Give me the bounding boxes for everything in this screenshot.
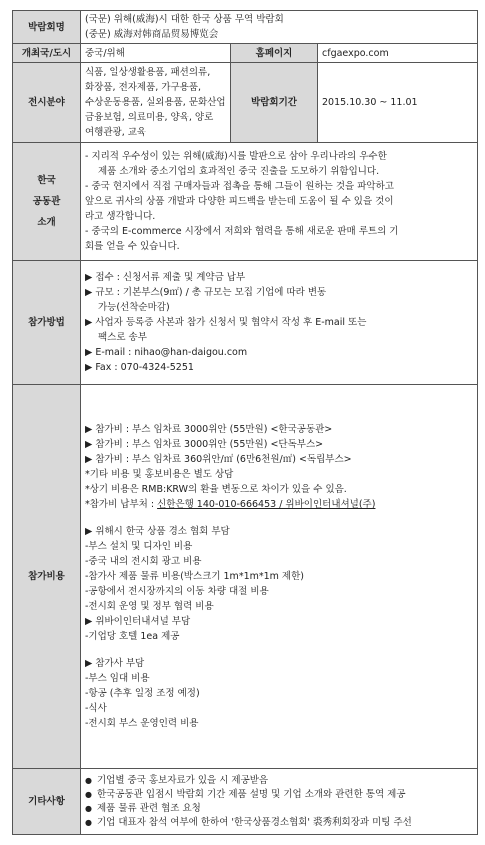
row-exhibit-field	[13, 63, 478, 143]
row-host-city	[13, 44, 478, 63]
expo-name-value	[81, 11, 478, 44]
pavilion-intro-label-line: 소개	[37, 217, 56, 228]
fee-line: ▶ 참가비 : 부스 임차료 360위안/㎡ (6만6천원/㎡) <독립부스>	[85, 454, 352, 465]
fees-value	[81, 385, 478, 769]
fee-account-value: 신한은행 140-010-666453 / 위바이인터내셔널(주)	[157, 499, 376, 510]
fee-line: ▶ 위바이인터내셔널 부담	[85, 616, 191, 627]
fee-line: *기타 비용 및 홍보비용은 별도 상담	[85, 469, 234, 480]
fee-line: -중국 내의 전시회 광고 비용	[85, 556, 202, 567]
expo-name-chinese: (중문) 威海对韩商品贸易博览会	[85, 29, 219, 40]
fee-line: -부스 설치 및 디자인 비용	[85, 541, 193, 552]
expo-period-value: 2015.10.30 ~ 11.01	[318, 63, 478, 143]
fee-line: ▶ 참가사 부담	[85, 658, 145, 669]
fee-line: ▶ 참가비 : 부스 임차료 3000위안 (55만원) <단독부스>	[85, 439, 324, 450]
homepage-value: cfgaexpo.com	[318, 44, 478, 63]
pavilion-intro-label-line: 한국	[37, 175, 56, 186]
fee-line: -식사	[85, 703, 107, 714]
other-value	[81, 769, 478, 835]
exhibit-field-line: 화장품, 전자제품, 가구용품,	[85, 82, 202, 93]
exhibit-field-line: 여행관광, 교육	[85, 127, 147, 138]
expo-name-label: 박람회명	[13, 11, 81, 44]
participation-label: 참가방법	[13, 261, 81, 385]
other-label: 기타사항	[13, 769, 81, 835]
other-item: ● 제품 물류 관련 협조 요청	[85, 802, 473, 816]
other-item: ● 기업별 중국 홍보자료가 있을 시 제공받음	[85, 774, 473, 788]
participation-line: ▶ 접수 : 신청서류 제출 및 계약금 납부	[85, 272, 246, 283]
exhibit-field-label: 전시분야	[13, 63, 81, 143]
participation-fax: ▶ Fax : 070-4324-5251	[85, 362, 194, 373]
host-city-label: 개최국/도시	[13, 44, 81, 63]
participation-line: ▶ 규모 : 기본부스(9㎡) / 총 규모는 모집 기업에 따라 변동	[85, 287, 327, 298]
exhibit-field-line: 식품, 일상생활용품, 패션의류,	[85, 67, 211, 78]
pavilion-intro-value	[81, 143, 478, 261]
other-item: ● 기업 대표자 참석 여부에 한하여 '한국상품경소협회' 裘秀利회장과 미팅 주선	[85, 816, 473, 830]
pavilion-intro-label-line: 공동관	[32, 196, 61, 207]
fee-line: -기업당 호텔 1ea 제공	[85, 631, 180, 642]
row-other	[13, 769, 478, 835]
fee-line: -부스 임대 비용	[85, 673, 150, 684]
fee-account-line	[85, 497, 473, 512]
fees-label: 참가비용	[13, 385, 81, 769]
participation-line: ▶ 사업자 등록증 사본과 참가 신청서 및 협약서 작성 후 E-mail 또는	[85, 317, 367, 328]
fee-line: -전시회 부스 운영인력 비용	[85, 718, 199, 729]
row-fees	[13, 385, 478, 769]
fee-line: ▶ 참가비 : 부스 임차료 3000위안 (55만원) <한국공동관>	[85, 424, 333, 435]
row-pavilion-intro	[13, 143, 478, 261]
homepage-label: 홈페이지	[231, 44, 318, 63]
row-expo-name	[13, 11, 478, 44]
intro-line: 회를 얻을 수 있습니다.	[85, 241, 180, 252]
intro-line: 앞으로 귀사의 상품 개발과 다양한 피드백을 받는데 도움이 될 수 있을 것이	[85, 196, 394, 207]
exhibit-field-line: 수상운동용품, 실외용품, 문화산업	[85, 97, 226, 108]
expo-name-korean: (국문) 위해(威海)시 대한 한국 상품 무역 박람회	[85, 14, 284, 25]
fee-account-prefix: *참가비 납부처 :	[85, 499, 158, 510]
expo-period-label: 박람회기간	[231, 63, 318, 143]
participation-line: 가능(선착순마감)	[98, 302, 170, 313]
spacer	[85, 644, 473, 656]
fee-line: -참가사 제품 물류 비용(박스크기 1m*1m*1m 제한)	[85, 571, 304, 582]
intro-line: - 중국 현지에서 직접 구매자들과 접촉을 통해 그들이 원하는 것을 파악하고	[85, 181, 394, 192]
fee-line: -공항에서 전시장까지의 이동 차량 대절 비용	[85, 586, 269, 597]
intro-line: - 중국의 E-commerce 시장에서 저희와 협력을 통해 새로운 판매 루트의 기	[85, 226, 399, 237]
fee-line: -항공 (추후 일정 조정 예정)	[85, 688, 200, 699]
exhibit-field-line: 금융보험, 의료미용, 양육, 양로	[85, 112, 214, 123]
participation-line: 팩스로 송부	[98, 332, 147, 343]
row-participation	[13, 261, 478, 385]
host-city-value: 중국/위해	[81, 44, 231, 63]
participation-value	[81, 261, 478, 385]
spacer	[85, 512, 473, 524]
fee-line: -전시회 운영 및 정부 협력 비용	[85, 601, 214, 612]
participation-email[interactable]: ▶ E-mail : nihao@han-daigou.com	[85, 347, 248, 358]
intro-line: - 지리적 우수성이 있는 위해(威海)시를 발판으로 삼아 우리나라의 우수한	[85, 151, 387, 162]
expo-info-table	[12, 10, 478, 835]
pavilion-intro-label	[13, 143, 81, 261]
exhibit-field-value	[81, 63, 231, 143]
fee-line: *상기 비용은 RMB:KRW의 환율 변동으로 차이가 있을 수 있음.	[85, 484, 347, 495]
other-item: ● 한국공동관 입점시 박람회 기간 제품 설명 및 기업 소개와 관련한 통역 제공	[85, 788, 473, 802]
intro-line: 라고 생각합니다.	[85, 211, 156, 222]
intro-line: 제품 소개와 중소기업의 효과적인 중국 진출을 도모하기 위함입니다.	[98, 166, 380, 177]
fee-line: ▶ 위해시 한국 상품 경소 협회 부담	[85, 526, 230, 537]
other-list	[85, 774, 473, 830]
